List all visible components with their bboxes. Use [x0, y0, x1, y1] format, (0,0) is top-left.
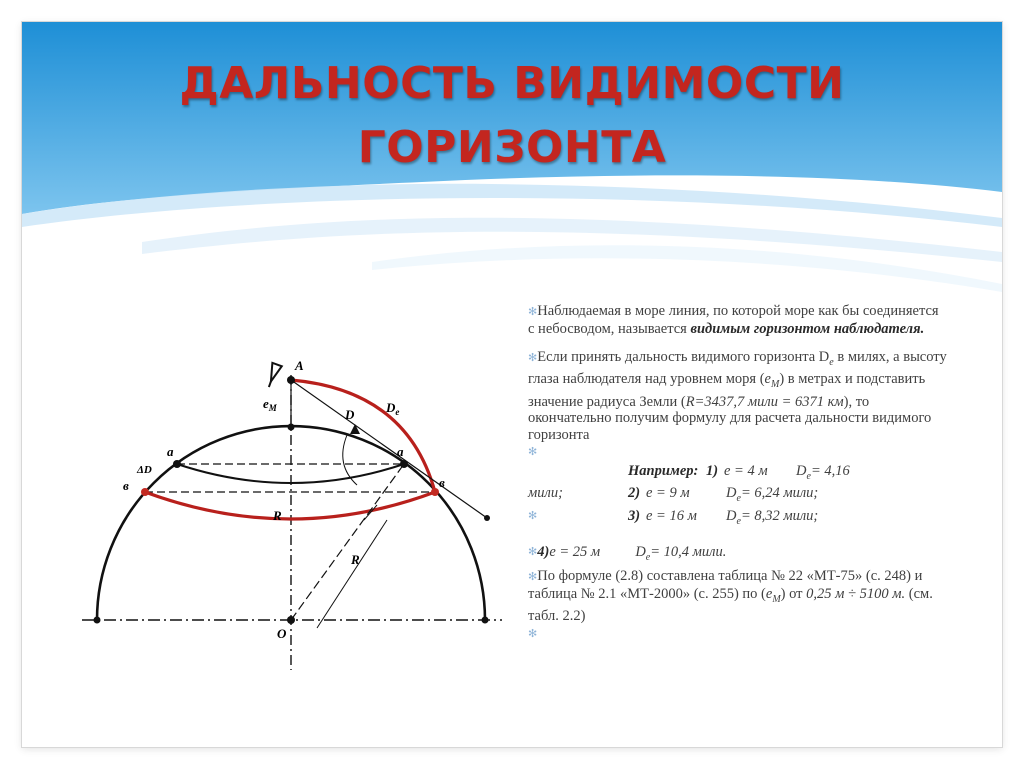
visible-horizon-arc	[145, 492, 435, 519]
eye-icon	[264, 363, 282, 389]
label-a-top: A	[295, 358, 304, 373]
title-line-1: ДАЛЬНОСТЬ ВИДИМОСТИ	[179, 58, 845, 109]
point-o	[287, 616, 295, 624]
label-v-right: в	[439, 475, 445, 490]
slide-title	[22, 52, 1002, 180]
label-d: D	[345, 407, 355, 422]
example-row-3: ✻ 3) e = 16 м $D_e= 8,32$ мили;	[528, 508, 948, 530]
bullet-icon: ✻	[528, 306, 538, 318]
paragraph-tables: ✻По формуле (2.8) составлена таблица № 22 «МТ-75» (с. 248) и таблица № 2.1 «МТ-2000» (с. 255) по $(e_M)$ от 0,25 м ÷ 5100 м. (см. табл. 2.2) ✻	[528, 568, 933, 640]
bullet-icon: ✻	[528, 545, 538, 558]
point-v-right	[431, 488, 439, 496]
d-arrow	[350, 424, 360, 434]
example-row-4: ✻ 4) e = 25 м $D_e= 10,4$ мили.	[528, 544, 948, 566]
bullet-icon: ✻	[528, 571, 538, 584]
bullet-icon: ✻	[528, 627, 538, 640]
example-row-2: мили; 2) e = 9 м $D_e= 6,24$ мили;	[528, 485, 819, 505]
label-r1: R	[273, 508, 282, 523]
point-v-left	[141, 488, 149, 496]
label-r2: R	[351, 552, 360, 567]
point-a-left	[173, 460, 181, 468]
radius-line	[291, 464, 404, 620]
horizon-diagram	[77, 340, 507, 680]
paragraph-definition: ✻Наблюдаемая в море линия, по которой море как бы соединяется с небосводом, называется видимым горизонтом наблюдателя.	[528, 303, 939, 337]
label-o: O	[277, 626, 287, 641]
body-text	[528, 303, 948, 654]
radius-dimension	[317, 520, 387, 628]
point-sight-end	[484, 515, 490, 521]
examples-block	[528, 463, 948, 567]
title-line-2: ГОРИЗОНТА	[357, 122, 667, 173]
label-em: $e_M$	[263, 396, 277, 413]
bullet-icon: ✻	[528, 509, 538, 522]
point-pole	[288, 424, 295, 431]
label-v-left: в	[123, 478, 129, 493]
example-row-1: Например: 1) e = 4 м $D_e= 4,16$	[528, 463, 948, 485]
point-equator-right	[482, 617, 489, 624]
paragraph-formula: ✻Если принять дальность видимого горизонта $D_e$ в милях, а высоту глаза наблюдателя над уровнем моря $(e_M)$ в метрах и подставить значение радиуса Земли (R=3437,7 мили = 6371 км), то окончательно получим формулу для расчета дальности видимого горизонта ✻	[528, 349, 947, 459]
label-delta-d: ΔD	[137, 464, 152, 476]
bullet-icon: ✻	[528, 352, 538, 364]
point-a-top	[287, 376, 295, 384]
examples-label: Например:	[628, 462, 699, 479]
label-de: $D_e$	[386, 400, 400, 417]
bullet-icon: ✻	[528, 446, 538, 459]
point-a-right	[400, 460, 408, 468]
label-a-right: a	[397, 444, 404, 459]
point-equator-left	[94, 617, 101, 624]
label-a-left: a	[167, 444, 174, 459]
slide	[22, 22, 1002, 747]
